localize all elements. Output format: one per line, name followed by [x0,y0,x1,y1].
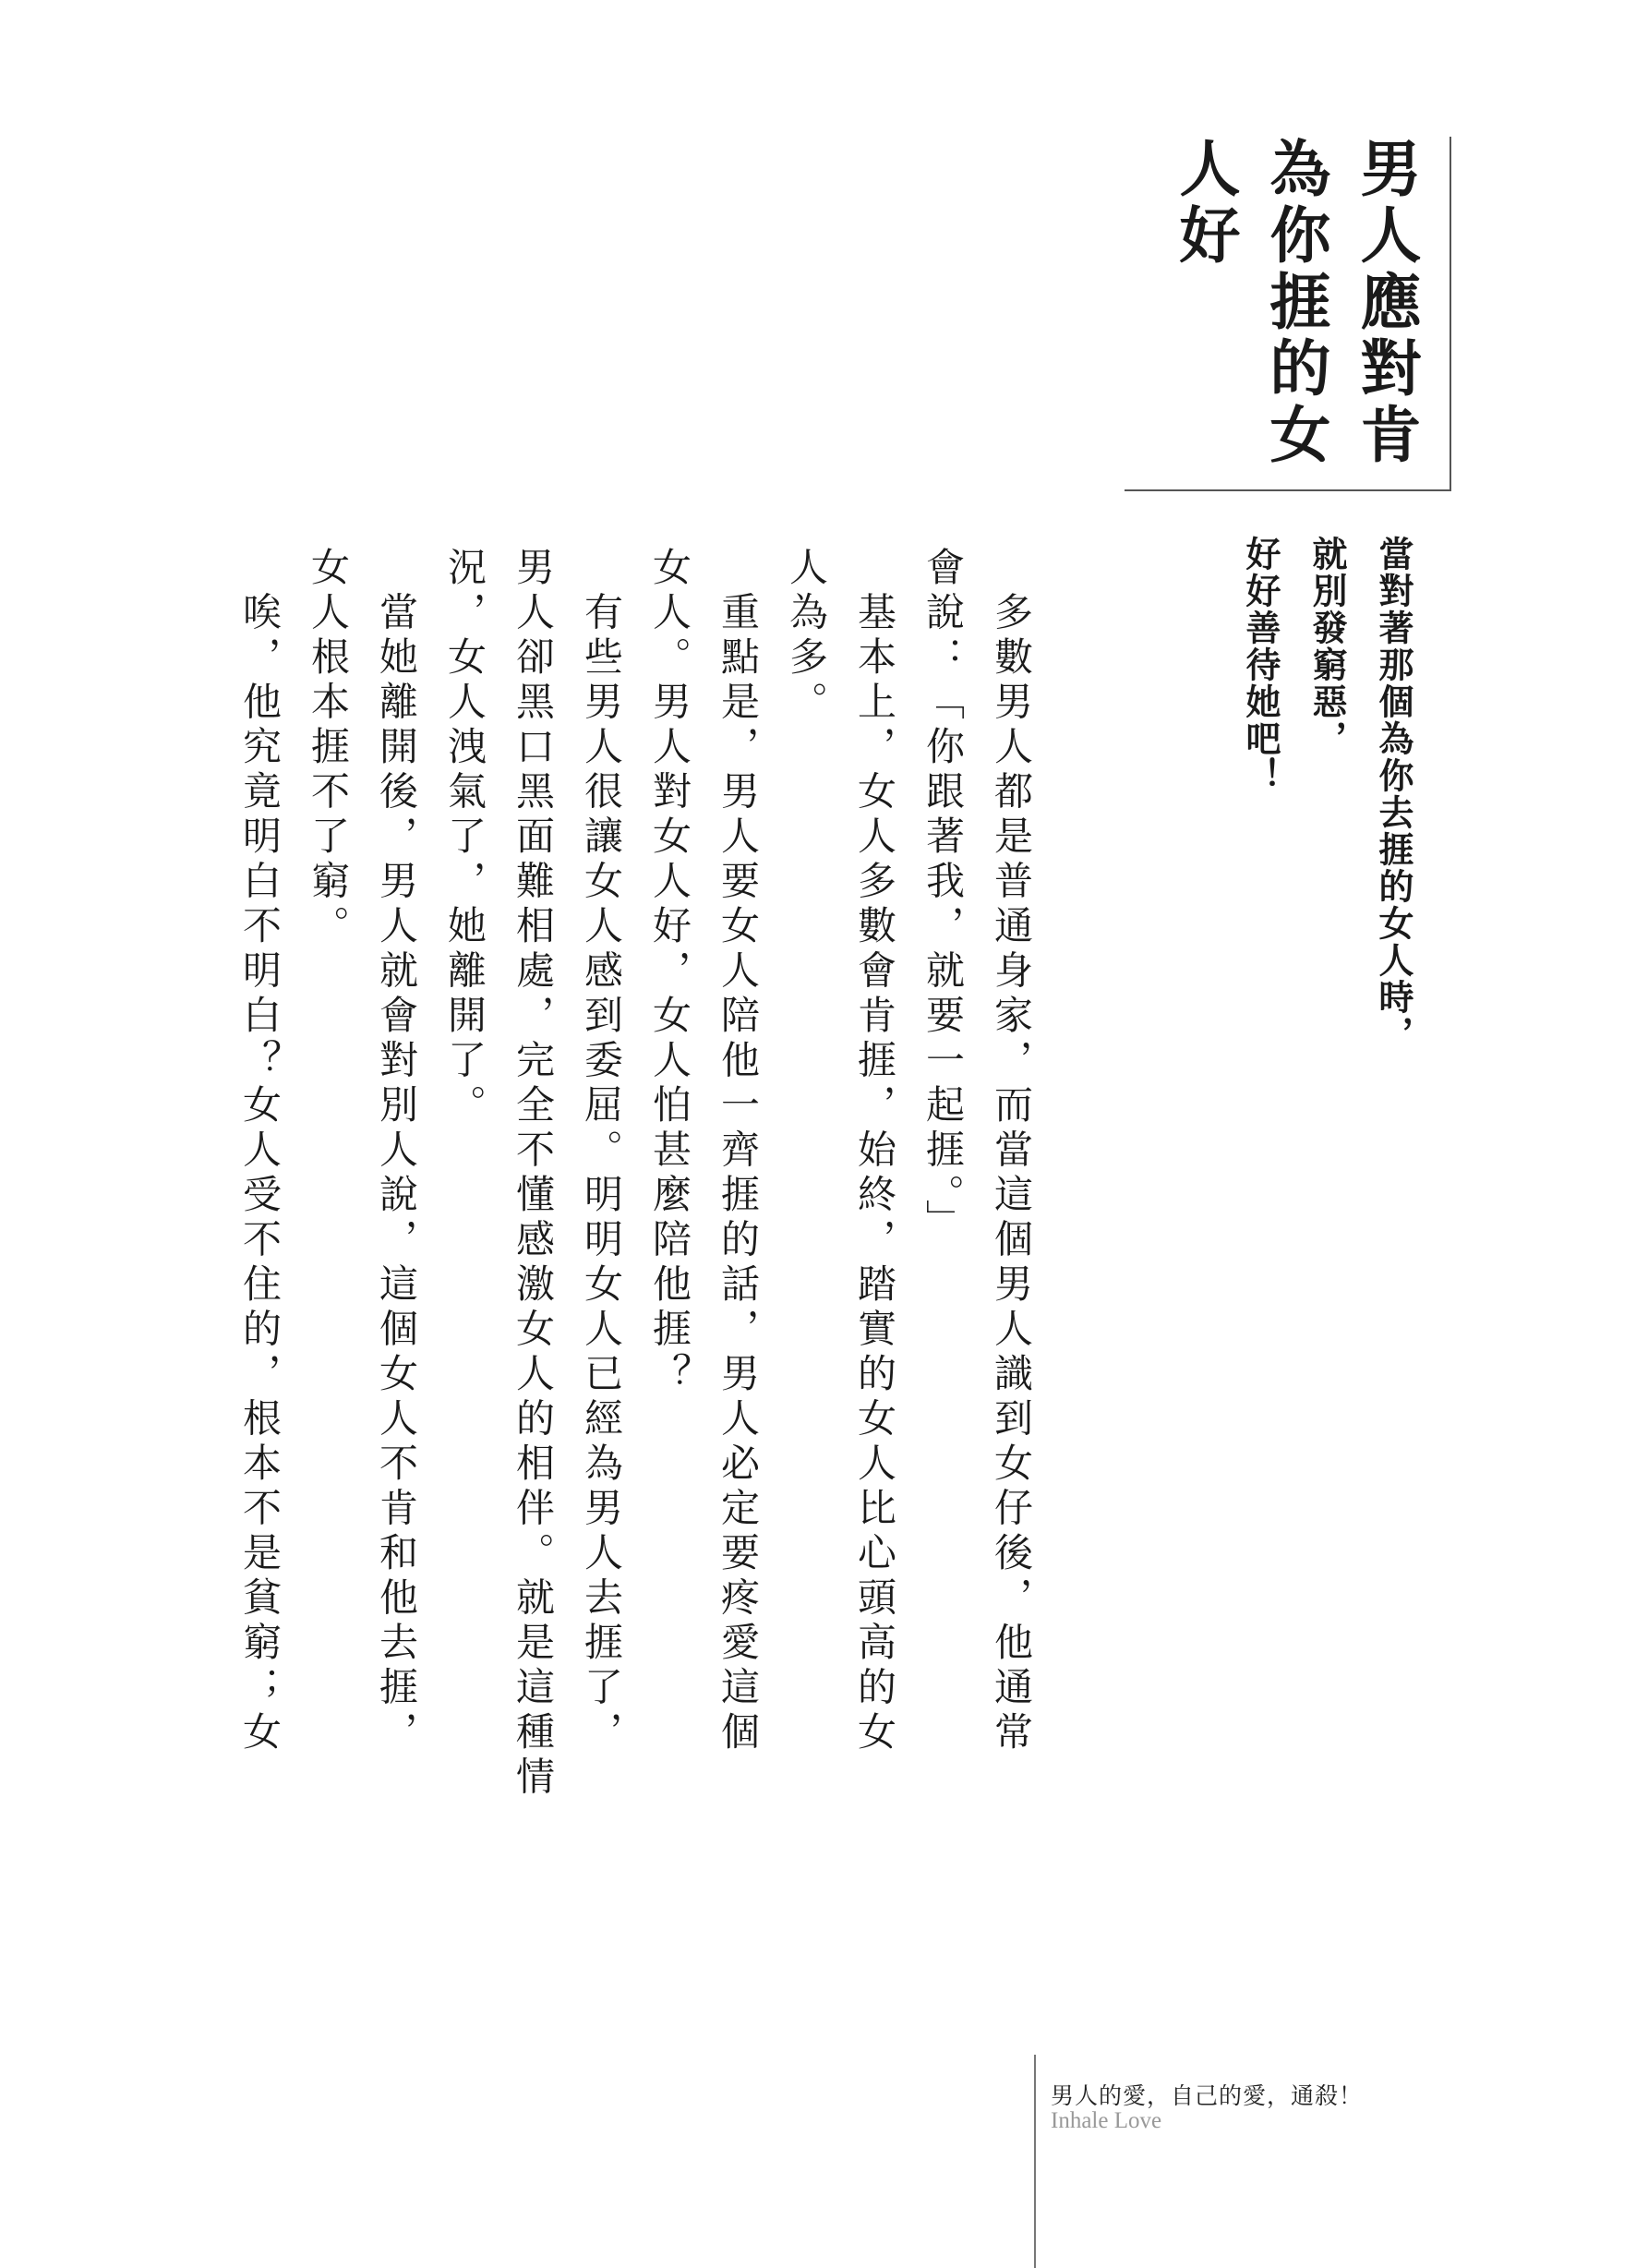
title-line-1: 男人應對肯 [1350,137,1422,469]
title-line-3: 人好 [1169,137,1241,270]
body-column-11: 女人根本捱不了窮。 [306,547,351,950]
body-column-5: 重點是，男人要女人陪他一齊捱的話，男人必定要疼愛這個 [716,547,761,1756]
subtitle-line-2: 就別發窮惡， [1306,536,1348,757]
title-line-2: 為你捱的女 [1259,137,1331,469]
title-frame-vertical-rule [1450,137,1451,490]
body-column-3: 基本上，女人多數會肯捱，始終，踏實的女人比心頭高的女 [852,547,897,1756]
body-column-8: 男人卻黑口黑面難相處，完全不懂感激女人的相伴。就是這種情 [511,547,556,1801]
body-column-6: 女人。男人對女人好，女人怕甚麼陪他捱？ [647,547,692,1398]
footer-vertical-rule [1034,2055,1036,2268]
body-column-2: 會說：「你跟著我，就要一起捱。」 [920,547,966,1244]
subtitle-line-1: 當對著那個為你去捱的女人時， [1373,536,1414,1053]
footer-book-subtitle: Inhale Love [1051,2108,1162,2133]
body-column-10: 當她離開後，男人就會對別人說，這個女人不肯和他去捱， [374,547,419,1756]
title-frame-horizontal-rule [1125,489,1451,491]
subtitle-line-3: 好好善待她吧！ [1240,536,1281,794]
body-column-4: 人為多。 [784,547,829,726]
body-column-1: 多數男人都是普通身家，而當這個男人識到女仔後，他通常 [989,547,1034,1756]
body-column-12: 唉，他究竟明白不明白？女人受不住的，根本不是貧窮；女 [237,547,283,1756]
footer-book-title: 男人的愛，自己的愛，通殺！ [1051,2084,1364,2109]
body-column-7: 有些男人很讓女人感到委屈。明明女人已經為男人去捱了， [579,547,624,1756]
body-column-9: 況，女人洩氣了，她離開了。 [442,547,487,1129]
